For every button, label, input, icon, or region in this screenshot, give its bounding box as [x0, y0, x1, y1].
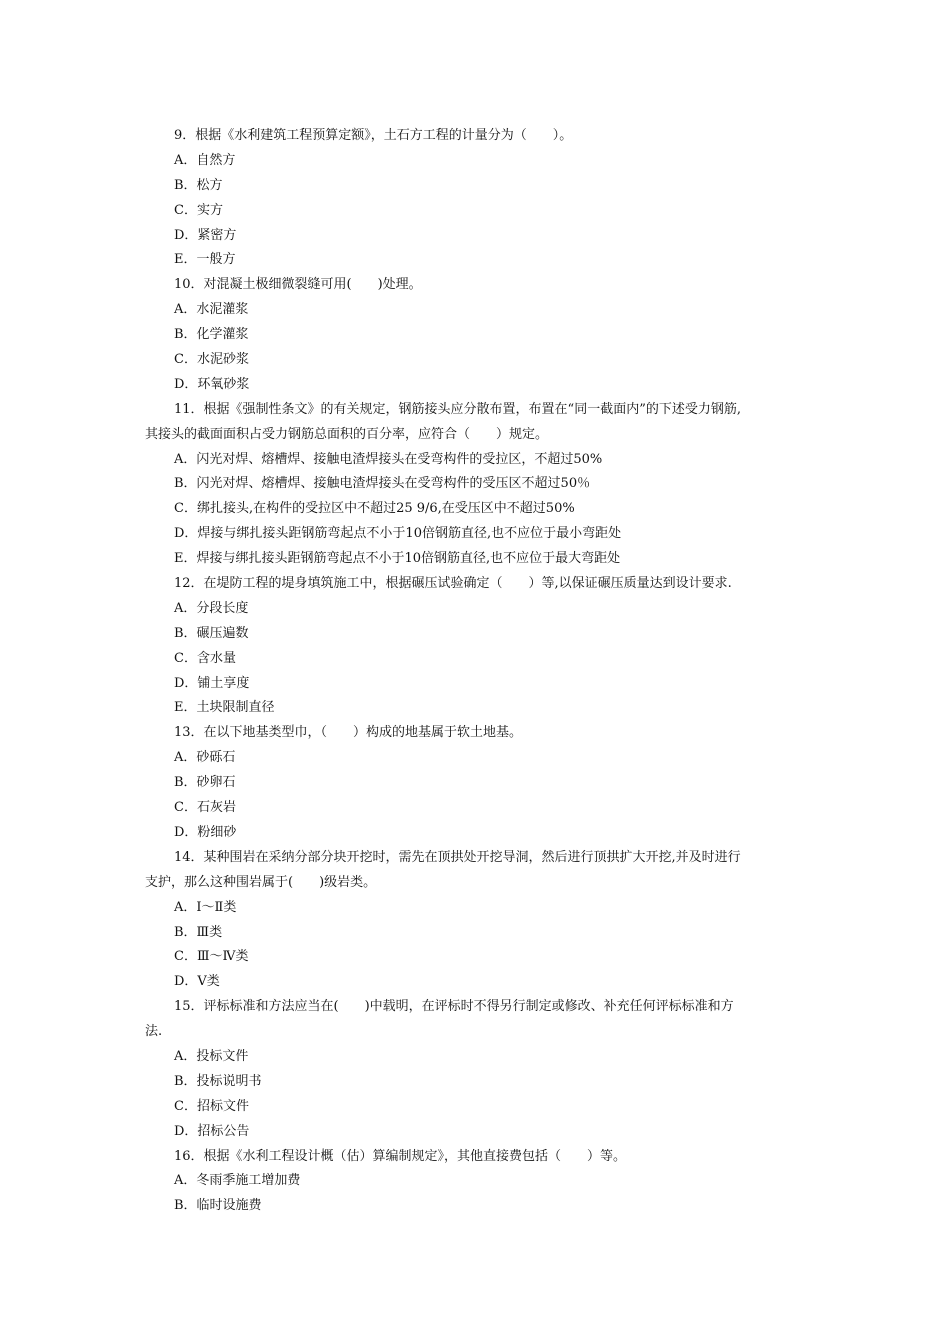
- option-a: A．投标文件: [174, 1048, 249, 1064]
- option-c: C．招标文件: [174, 1098, 249, 1114]
- question-stem: 9．根据《水利建筑工程预算定额》，土石方工程的计量分为（ ）。: [174, 128, 573, 143]
- option-a: A．分段长度: [174, 600, 249, 616]
- option-b: B．砂卵石: [174, 775, 236, 791]
- question-stem-continued: 法.: [145, 1024, 163, 1040]
- question-16: [0, 1145, 950, 1220]
- option-a: A．砂砾石: [174, 750, 236, 766]
- option-d: D．铺土享度: [174, 675, 250, 691]
- question-15: [0, 995, 950, 1144]
- option-b: B．闪光对焊、熔槽焊、接触电渣焊接头在受弯构件的受压区不超过50％: [174, 476, 591, 492]
- option-a: A．Ⅰ～Ⅱ类: [174, 899, 237, 915]
- question-stem-continued: 其接头的截面面积占受力钢筋总面积的百分率，应符合（ ）规定。: [145, 426, 549, 442]
- option-c: C．Ⅲ～Ⅳ类: [174, 949, 249, 965]
- option-d: D．焊接与绑扎接头距钢筋弯起点不小于10倍钢筋直径,也不应位于最小弯距处: [174, 526, 622, 542]
- option-d: D．招标公告: [174, 1123, 250, 1139]
- question-14: [0, 846, 950, 995]
- question-stem-continued: 支护，那么这种围岩属于( )级岩类。: [145, 874, 377, 890]
- option-d: D．粉细砂: [174, 824, 237, 840]
- option-d: D．环氧砂浆: [174, 376, 250, 392]
- option-d: D．Ⅴ类: [174, 974, 220, 990]
- option-b: B．碾压遍数: [174, 625, 249, 641]
- question-9: [0, 124, 950, 273]
- question-list: [0, 124, 950, 1219]
- option-b: B．投标说明书: [174, 1073, 262, 1089]
- question-stem: 10．对混凝土极细微裂缝可用( )处理。: [174, 277, 422, 293]
- option-c: C．实方: [174, 202, 223, 218]
- question-stem: 15．评标标准和方法应当在( )中载明，在评标时不得另行制定或修改、补充任何评标标准和方: [174, 999, 734, 1015]
- option-b: B．Ⅲ类: [174, 924, 223, 940]
- option-b: B．临时设施费: [174, 1198, 262, 1214]
- option-a: A．自然方: [174, 152, 236, 168]
- option-d: D．紧密方: [174, 227, 237, 243]
- question-13: [0, 721, 950, 845]
- option-b: B．松方: [174, 177, 223, 193]
- option-a: A．冬雨季施工增加费: [174, 1173, 301, 1189]
- question-11: [0, 398, 950, 572]
- option-e: E．一般方: [174, 252, 236, 268]
- question-stem: 13．在以下地基类型巾，（ ）构成的地基属于软土地基。: [174, 725, 523, 741]
- option-e: E．焊接与绑扎接头距钢筋弯起点不小于10倍钢筋直径,也不应位于最大弯距处: [174, 551, 621, 567]
- question-stem: 16．根据《水利工程设计概（估）算编制规定》，其他直接费包括（ ）等。: [174, 1148, 627, 1164]
- option-b: B．化学灌浆: [174, 327, 249, 343]
- option-c: C．含水量: [174, 650, 236, 666]
- question-10: [0, 273, 950, 397]
- option-c: C．绑扎接头,在构件的受拉区中不超过25 9/6,在受压区中不超过50%: [174, 501, 575, 517]
- question-stem: 14．某种围岩在采纳分部分块开挖时，需先在顶拱处开挖导洞，然后进行顶拱扩大开挖,并及时进行: [174, 849, 741, 865]
- question-stem: 12．在堤防工程的堤身填筑施工中，根据碾压试验确定（ ）等,以保证碾压质量达到设计要求.: [174, 576, 732, 592]
- option-c: C．石灰岩: [174, 800, 236, 816]
- option-e: E．土块限制直径: [174, 700, 275, 716]
- option-a: A．闪光对焊、熔槽焊、接触电渣焊接头在受弯构件的受拉区，不超过50%: [174, 451, 603, 467]
- option-c: C．水泥砂浆: [174, 352, 249, 368]
- question-stem: 11．根据《强制性条文》的有关规定，钢筋接头应分散布置，布置在“同一截面内”的下述受力钢筋,: [174, 401, 741, 417]
- option-a: A．水泥灌浆: [174, 302, 249, 318]
- question-12: [0, 572, 950, 721]
